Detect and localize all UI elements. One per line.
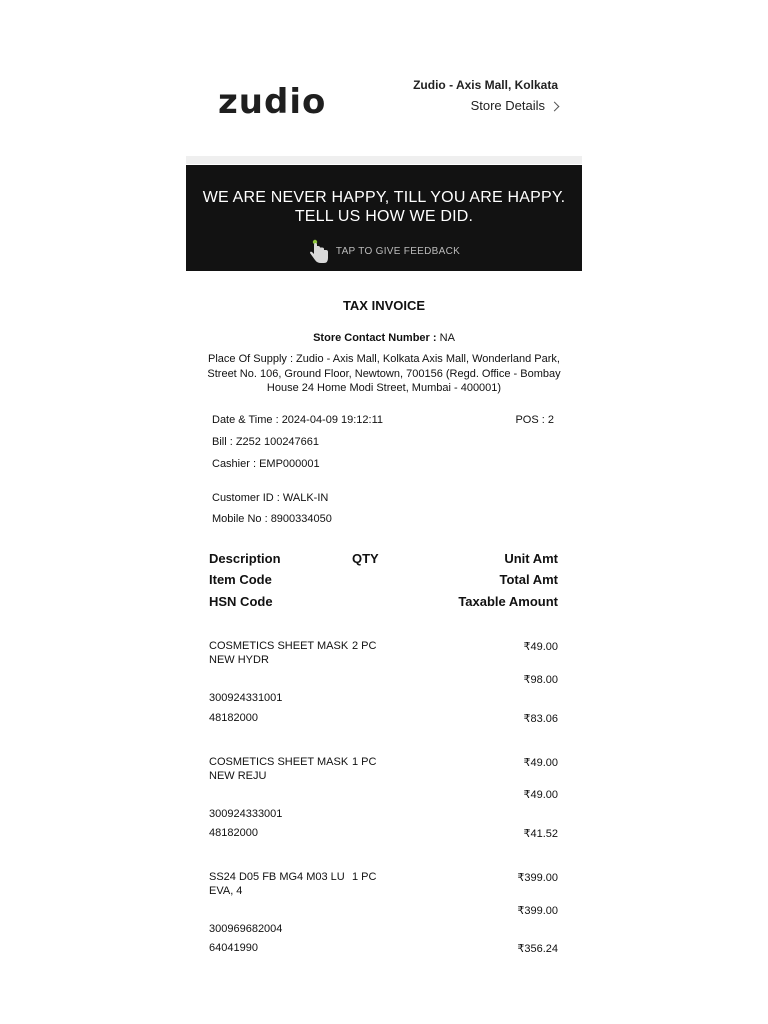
item-code: 300924331001	[209, 692, 283, 704]
header-taxable-amount: Taxable Amount	[458, 594, 558, 609]
place-of-supply: Place Of Supply : Zudio - Axis Mall, Kolkata Axis Mall, Wonderland Park, Street No. 106, Ground Floor, Newtown, 700156 (Regd. Office - Bombay House 24 Home Modi Street, Mumbai - 400001)	[207, 353, 561, 394]
tap-feedback-label: TAP TO GIVE FEEDBACK	[335, 245, 461, 257]
header-hsn-code: HSN Code	[209, 594, 273, 609]
item-description-1: COSMETICS SHEET MASK	[209, 640, 349, 652]
item-description-2: NEW HYDR	[209, 654, 269, 666]
tap-hand-icon	[308, 238, 330, 264]
store-details-link[interactable]	[471, 98, 558, 113]
pos-number: POS : 2	[515, 414, 554, 426]
header-description: Description	[209, 551, 281, 566]
header-total-amt: Total Amt	[499, 572, 558, 587]
tap-feedback[interactable]	[186, 238, 582, 264]
header-qty: QTY	[352, 551, 379, 566]
item-code: 300969682004	[209, 923, 283, 935]
invoice-title: TAX INVOICE	[342, 298, 426, 313]
cashier: Cashier : EMP000001	[212, 458, 320, 470]
chevron-right-icon	[550, 101, 560, 111]
item-total-amt: ₹98.00	[523, 674, 558, 686]
item-taxable: ₹356.24	[517, 943, 558, 955]
store-contact-label: Store Contact Number :	[313, 332, 437, 344]
item-unit-amt: ₹49.00	[523, 757, 558, 769]
item-hsn: 48182000	[209, 827, 258, 839]
store-contact-value: NA	[439, 332, 455, 344]
feedback-banner[interactable]	[186, 165, 582, 271]
banner-line-1: WE ARE NEVER HAPPY, TILL YOU ARE HAPPY.	[202, 189, 566, 206]
zudio-logo: zudio	[218, 82, 327, 122]
mobile-number: Mobile No : 8900334050	[212, 513, 332, 525]
item-qty: 1 PC	[352, 871, 377, 883]
divider	[186, 156, 582, 164]
item-description-1: COSMETICS SHEET MASK	[209, 756, 349, 768]
header-item-code: Item Code	[209, 572, 272, 587]
item-taxable: ₹41.52	[523, 828, 558, 840]
bill-number: Bill : Z252 100247661	[212, 436, 320, 448]
store-name: Zudio - Axis Mall, Kolkata	[413, 78, 558, 92]
header-unit-amt: Unit Amt	[504, 551, 558, 566]
item-unit-amt: ₹399.00	[517, 872, 558, 884]
store-contact	[186, 332, 582, 344]
customer-id: Customer ID : WALK-IN	[212, 492, 329, 504]
item-taxable: ₹83.06	[523, 713, 558, 725]
item-description-1: SS24 D05 FB MG4 M03 LU	[209, 871, 345, 883]
store-details-label: Store Details	[470, 98, 545, 113]
item-total-amt: ₹49.00	[523, 789, 558, 801]
item-hsn: 48182000	[209, 712, 258, 724]
item-unit-amt: ₹49.00	[523, 641, 558, 653]
item-qty: 2 PC	[352, 640, 377, 652]
store-header	[186, 60, 582, 150]
item-description-2: EVA, 4	[209, 885, 243, 897]
banner-line-2: TELL US HOW WE DID.	[294, 208, 474, 225]
item-hsn: 64041990	[209, 942, 258, 954]
item-description-2: NEW REJU	[209, 770, 267, 782]
item-total-amt: ₹399.00	[517, 905, 558, 917]
date-time: Date & Time : 2024-04-09 19:12:11	[212, 414, 384, 426]
item-qty: 1 PC	[352, 756, 377, 768]
item-code: 300924333001	[209, 808, 283, 820]
